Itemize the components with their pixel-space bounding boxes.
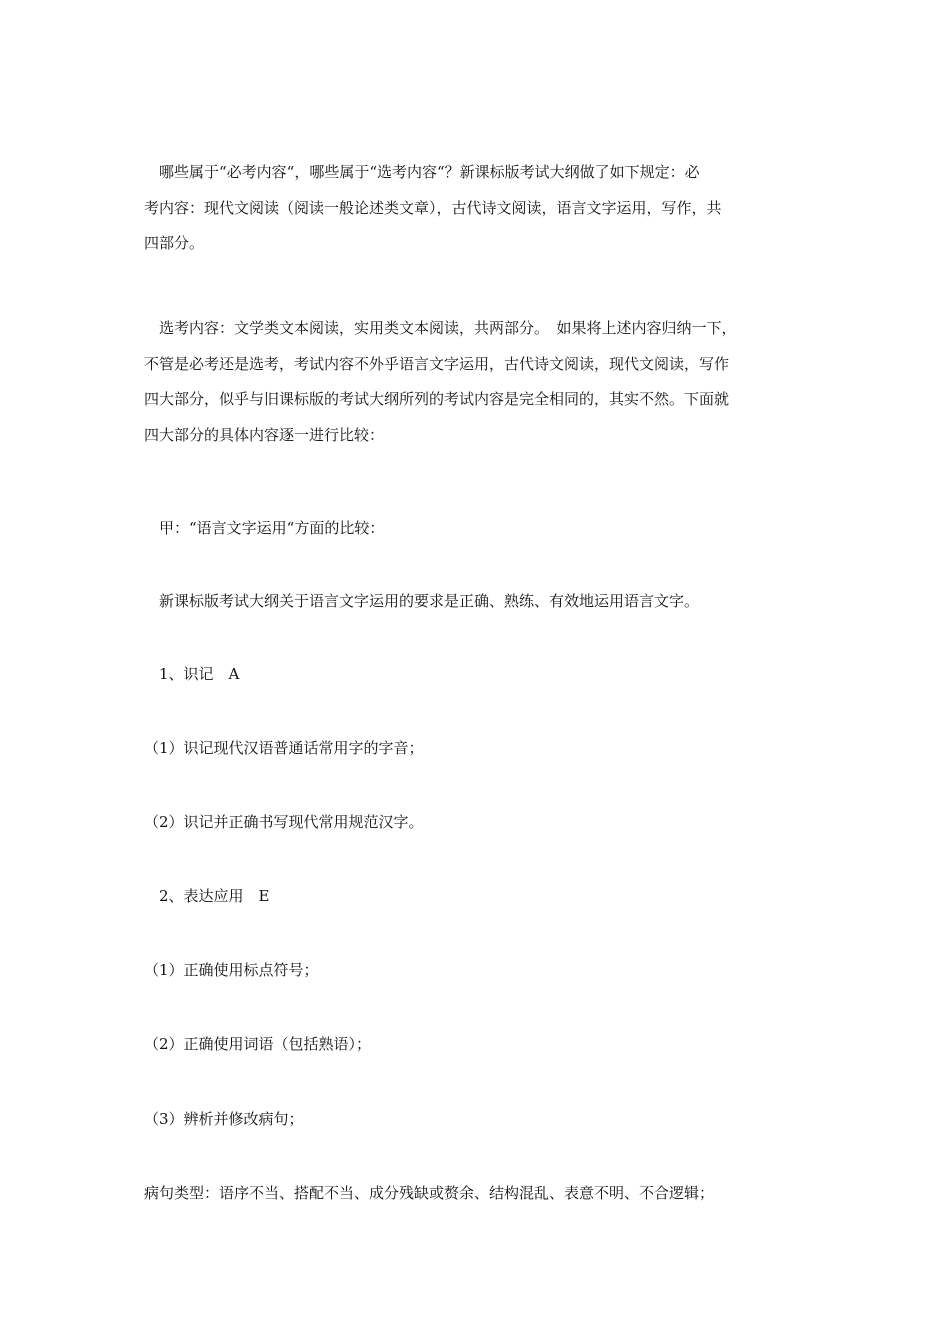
section-heading: 甲：“语言文字运用“方面的比较： <box>144 519 385 537</box>
list-item: （1）识记现代汉语普通话常用字的字音； <box>144 739 424 757</box>
list-item: （2）正确使用词语（包括熟语）； <box>144 1035 372 1053</box>
subsection-heading: 2、表达应用 E <box>144 887 270 905</box>
paragraph-line: 考内容：现代文阅读（阅读一般论述类文章），古代诗文阅读，语言文字运用，写作，共 <box>144 198 722 217</box>
list-item: 病句类型：语序不当、搭配不当、成分残缺或赘余、结构混乱、表意不明、不合逻辑； <box>144 1184 715 1202</box>
list-item: （3）辨析并修改病句； <box>144 1110 304 1128</box>
section-intro-text: 新课标版考试大纲关于语言文字运用的要求是正确、熟练、有效地运用语言文字。 <box>144 592 700 610</box>
list-item: （2）识记并正确书写现代常用规范汉字。 <box>144 813 424 831</box>
paragraph-line: 哪些属于“必考内容“，哪些属于“选考内容“？新课标版考试大纲做了如下规定：必 <box>144 163 700 181</box>
list-item: （1）正确使用标点符号； <box>144 961 319 979</box>
paragraph-line: 四部分。 <box>144 234 205 252</box>
paragraph-line: 四大部分的具体内容逐一进行比较： <box>144 425 385 444</box>
paragraph-intro <box>144 155 810 262</box>
paragraph-line: 不管是必考还是选考，考试内容不外乎语言文字运用，古代诗文阅读，现代文阅读，写作 <box>144 354 730 373</box>
paragraph-line: 四大部分，似乎与旧课标版的考试大纲所列的考试内容是完全相同的，其实不然。下面就 <box>144 390 730 408</box>
paragraph-line: 选考内容：文学类文本阅读，实用类文本阅读，共两部分。 如果将上述内容归纳一下， <box>144 319 737 337</box>
paragraph-optional-content <box>144 311 810 453</box>
subsection-heading: 1、识记 A <box>144 665 240 683</box>
